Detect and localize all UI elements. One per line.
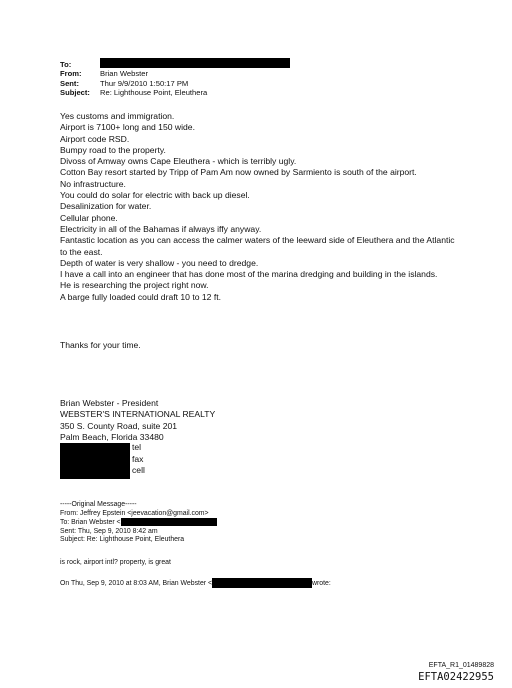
quote-prefix: On Thu, Sep 9, 2010 at 8:03 AM, Brian Webster < xyxy=(60,579,213,587)
original-to-redaction xyxy=(121,518,217,526)
closing-line: Thanks for your time. xyxy=(60,340,141,350)
to-row xyxy=(60,60,290,69)
quote-redaction xyxy=(212,578,312,588)
body-line: You could do solar for electric with back up diesel. xyxy=(60,190,250,201)
original-message-text: is rock, airport intl? property, is great xyxy=(60,559,171,566)
body-line: Cotton Bay resort started by Tripp of Pam Am now owned by Sarmiento is south of the airport. xyxy=(60,167,417,178)
signature-address-1: 350 S. County Road, suite 201 xyxy=(60,420,178,431)
quote-suffix: wrote: xyxy=(312,579,331,587)
body-line: He is researching the project right now. xyxy=(60,280,209,291)
signature-address-2: Palm Beach, Florida 33480 xyxy=(60,431,164,442)
body-line: Yes customs and immigration. xyxy=(60,111,175,121)
cell-label: cell xyxy=(132,465,145,476)
subject-value: Re: Lighthouse Point, Eleuthera xyxy=(100,88,208,98)
tel-label: tel xyxy=(132,442,142,452)
body-line: A barge fully loaded could draft 10 to 12 ft. xyxy=(60,291,222,302)
body-line: Electricity in all of the Bahamas if always iffy anyway. xyxy=(60,223,262,234)
original-from: From: Jeffrey Epstein <jeevacation@gmail.com> xyxy=(60,509,209,517)
footer-id-2: EFTA02422955 xyxy=(418,671,494,683)
body-line: Fantastic location as you can access the calmer waters of the leeward side of Eleuthera and the Atlantic to the east. xyxy=(60,235,455,257)
to-label: To: xyxy=(60,60,72,69)
quote-line xyxy=(60,578,331,588)
sent-row xyxy=(60,79,290,88)
email-body xyxy=(60,111,460,303)
footer-id-1: EFTA_R1_01489828 xyxy=(428,662,494,669)
signature-company: WEBSTER'S INTERNATIONAL REALTY xyxy=(60,409,216,420)
fax-label: fax xyxy=(132,453,144,464)
from-row xyxy=(60,69,290,78)
contact-labels xyxy=(132,442,145,477)
sent-value: Thur 9/9/2010 1:50:17 PM xyxy=(100,78,189,88)
body-line: Airport is 7100+ long and 150 wide. xyxy=(60,122,195,133)
sent-label: Sent: xyxy=(60,78,79,88)
body-line: Divoss of Amway owns Cape Eleuthera - which is terribly ugly. xyxy=(60,156,297,167)
body-line: Desalinization for water. xyxy=(60,201,152,212)
body-line: Airport code RSD. xyxy=(60,133,130,144)
original-separator: -----Original Message----- xyxy=(60,501,137,508)
to-redaction xyxy=(100,58,290,68)
original-subject: Subject: Re: Lighthouse Point, Eleuthera xyxy=(60,536,185,544)
signature-name: Brian Webster - President xyxy=(60,398,159,408)
from-label: From: xyxy=(60,69,82,79)
original-message xyxy=(60,501,217,545)
body-line: No infrastructure. xyxy=(60,178,126,189)
body-line: Depth of water is very shallow - you need to dredge. xyxy=(60,257,259,268)
subject-row xyxy=(60,88,290,97)
contact-redaction xyxy=(60,443,130,479)
from-value: Brian Webster xyxy=(100,69,148,79)
body-line: I have a call into an engineer that has done most of the marina dredging and building in the islands. xyxy=(60,269,438,280)
original-to-row xyxy=(60,518,217,527)
body-line: Bumpy road to the property. xyxy=(60,144,166,155)
original-to: To: Brian Webster < xyxy=(60,519,121,527)
original-sent: Sent: Thu, Sep 9, 2010 8:42 am xyxy=(60,527,158,535)
email-header xyxy=(60,60,290,98)
subject-label: Subject: xyxy=(60,88,90,98)
signature-block xyxy=(60,398,215,443)
body-line: Cellular phone. xyxy=(60,212,118,223)
